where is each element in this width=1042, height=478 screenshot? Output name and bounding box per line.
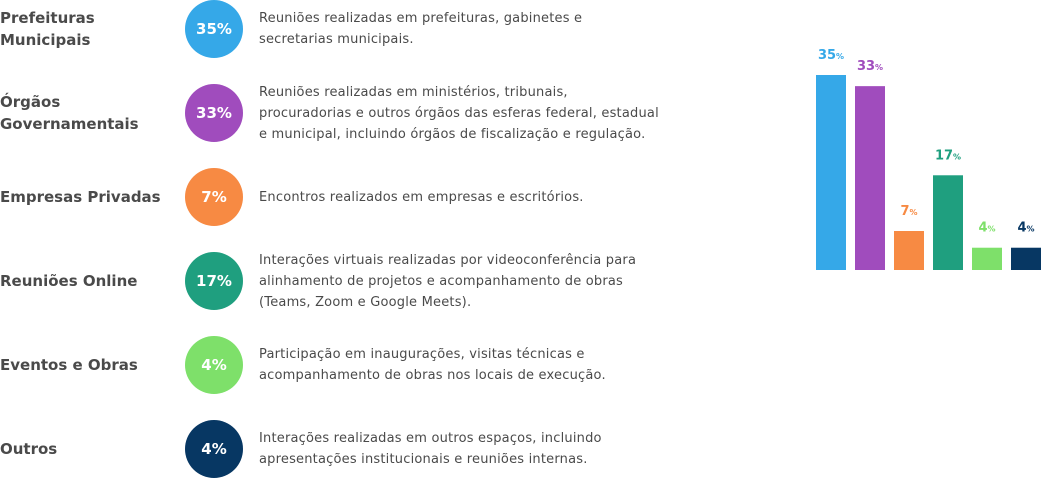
percent-circle: 7%: [185, 168, 243, 226]
bar-chart: [800, 30, 1042, 275]
category-row-prefeituras: [0, 0, 660, 58]
category-description: Interações virtuais realizadas por videoconferência para alinhamento de projetos e acompanhamento de obras (Teams, Zoom e Google Meets).: [259, 252, 637, 310]
bar-4: [933, 175, 963, 270]
category-row-eventos: [0, 336, 660, 394]
bar-value-label: 17%: [934, 148, 962, 164]
percent-circle: 4%: [185, 336, 243, 394]
bar-value-label: 4%: [1017, 220, 1035, 236]
category-label: Empresas Privadas: [0, 188, 161, 206]
category-description: Participação em inaugurações, visitas técnicas e acompanhamento de obras nos locais de execução.: [259, 347, 606, 383]
bar-value-label: 4%: [978, 220, 996, 236]
category-row-empresas: [0, 168, 660, 226]
bar-2: [855, 86, 885, 270]
percent-circle: 17%: [185, 252, 243, 310]
bar-6: [1011, 248, 1041, 270]
category-label: Eventos e Obras: [0, 356, 138, 374]
category-label: Outros: [0, 440, 58, 458]
bar-5: [972, 248, 1002, 270]
category-row-online: [0, 252, 660, 310]
category-description: Reuniões realizadas em prefeituras, gabinetes e secretarias municipais.: [259, 11, 583, 47]
category-label: Órgãos Governamentais: [0, 93, 139, 133]
category-row-orgaos: [0, 84, 660, 142]
percent-circle: 35%: [185, 0, 243, 58]
bar-value-label: 35%: [817, 48, 845, 63]
bar-value-label: 33%: [856, 59, 884, 75]
percent-circle: 33%: [185, 84, 243, 142]
bar-1: [816, 75, 846, 270]
bar-value-label: 7%: [900, 204, 918, 219]
category-label: Prefeituras Municipais: [0, 9, 95, 49]
percent-circle: 4%: [185, 420, 243, 478]
category-label: Reuniões Online: [0, 272, 138, 290]
category-description: Interações realizadas em outros espaços, incluindo apresentações institucionais e reuniões internas.: [259, 431, 602, 467]
category-description: Reuniões realizadas em ministérios, tribunais, procuradorias e outros órgãos das esferas federal, estadual e municipal, incluindo órgãos de fiscalização e regulação.: [259, 84, 659, 142]
bar-3: [894, 231, 924, 270]
category-row-outros: [0, 420, 660, 478]
category-description: Encontros realizados em empresas e escritórios.: [259, 189, 584, 205]
